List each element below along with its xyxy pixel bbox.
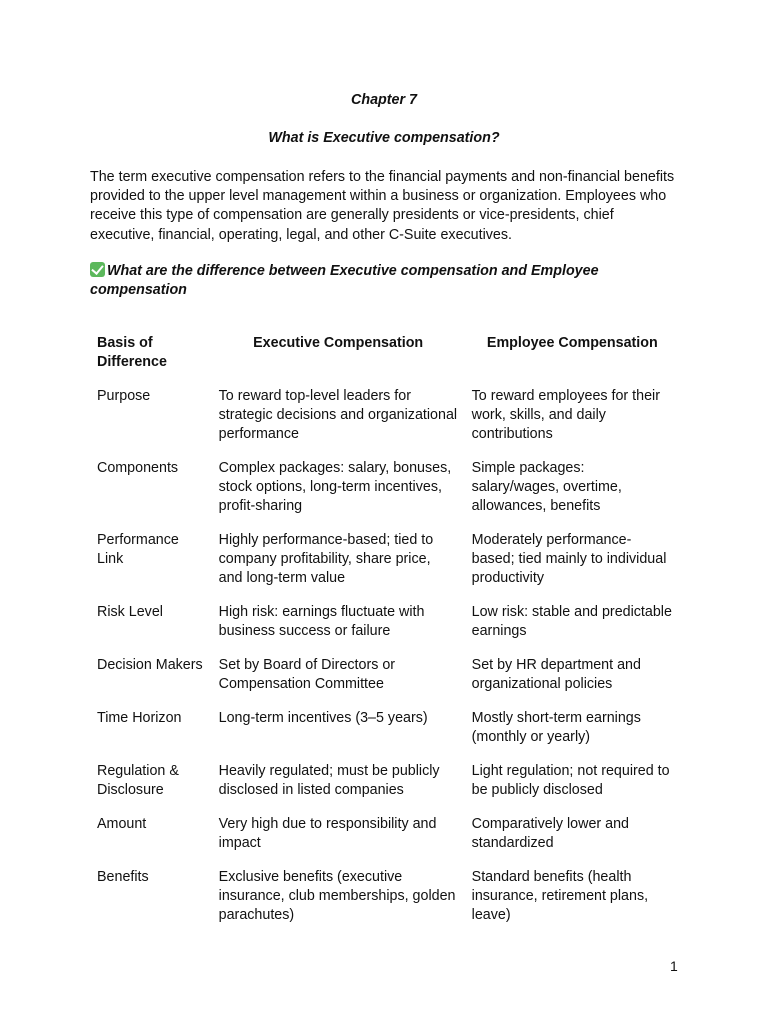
row-employee: Moderately performance-based; tied mainly to individual productivity bbox=[471, 532, 667, 586]
row-basis: Performance Link bbox=[97, 532, 179, 567]
row-basis: Components bbox=[97, 460, 179, 476]
table-row bbox=[90, 451, 680, 523]
row-employee: Comparatively lower and standardized bbox=[471, 816, 629, 851]
row-basis: Time Horizon bbox=[97, 710, 182, 726]
difference-heading-text: What are the difference between Executive compensation and Employee compensation bbox=[90, 263, 599, 298]
row-executive: Long-term incentives (3–5 years) bbox=[218, 710, 428, 726]
row-employee: Set by HR department and organizational policies bbox=[471, 657, 641, 692]
chapter-title: Chapter 7 bbox=[351, 92, 417, 108]
table-row bbox=[90, 860, 680, 932]
row-basis: Decision Makers bbox=[97, 657, 203, 673]
table-row bbox=[90, 595, 680, 648]
comparison-table bbox=[90, 326, 680, 932]
table-row bbox=[90, 648, 680, 701]
section-question: What is Executive compensation? bbox=[268, 130, 500, 146]
row-basis: Regulation & Disclosure bbox=[97, 763, 179, 798]
table-row bbox=[90, 754, 680, 807]
check-mark-icon bbox=[90, 262, 105, 277]
row-executive: Very high due to responsibility and impact bbox=[218, 816, 437, 851]
table-header-row bbox=[90, 326, 680, 379]
row-executive: To reward top-level leaders for strategic decisions and organizational performance bbox=[218, 388, 458, 442]
table-row bbox=[90, 523, 680, 595]
row-basis: Purpose bbox=[97, 388, 151, 404]
row-basis: Benefits bbox=[97, 869, 149, 885]
intro-paragraph: The term executive compensation refers to the financial payments and non-financial benefits provided to the upper level management within a business or organization. Employees who receive this type of compensation are generally presidents or vice-presidents, chief executive, financial, operating, legal, and other C-Suite executives. bbox=[90, 169, 675, 243]
table-row bbox=[90, 701, 680, 754]
row-employee: Simple packages: salary/wages, overtime, allowances, benefits bbox=[471, 460, 622, 514]
header-executive: Executive Compensation bbox=[253, 335, 424, 351]
row-employee: Light regulation; not required to be publicly disclosed bbox=[471, 763, 670, 798]
header-basis: Basis of Difference bbox=[97, 335, 167, 370]
row-executive: Set by Board of Directors or Compensation Committee bbox=[218, 657, 396, 692]
row-basis: Amount bbox=[97, 816, 147, 832]
row-executive: Highly performance-based; tied to company profitability, share price, and long-term value bbox=[218, 532, 434, 586]
row-employee: Standard benefits (health insurance, retirement plans, leave) bbox=[471, 869, 649, 923]
row-employee: Low risk: stable and predictable earnings bbox=[471, 604, 672, 639]
row-employee: Mostly short-term earnings (monthly or yearly) bbox=[471, 710, 641, 745]
row-executive: High risk: earnings fluctuate with business success or failure bbox=[218, 604, 425, 639]
row-employee: To reward employees for their work, skills, and daily contributions bbox=[471, 388, 660, 442]
row-executive: Complex packages: salary, bonuses, stock options, long-term incentives, profit-sharing bbox=[218, 460, 452, 514]
page-number: 1 bbox=[670, 958, 678, 974]
header-employee: Employee Compensation bbox=[486, 335, 658, 351]
row-basis: Risk Level bbox=[97, 604, 163, 620]
table-row bbox=[90, 807, 680, 860]
row-executive: Heavily regulated; must be publicly disclosed in listed companies bbox=[218, 763, 440, 798]
difference-heading bbox=[90, 262, 680, 300]
row-executive: Exclusive benefits (executive insurance, club memberships, golden parachutes) bbox=[218, 869, 456, 923]
table-row bbox=[90, 379, 680, 451]
